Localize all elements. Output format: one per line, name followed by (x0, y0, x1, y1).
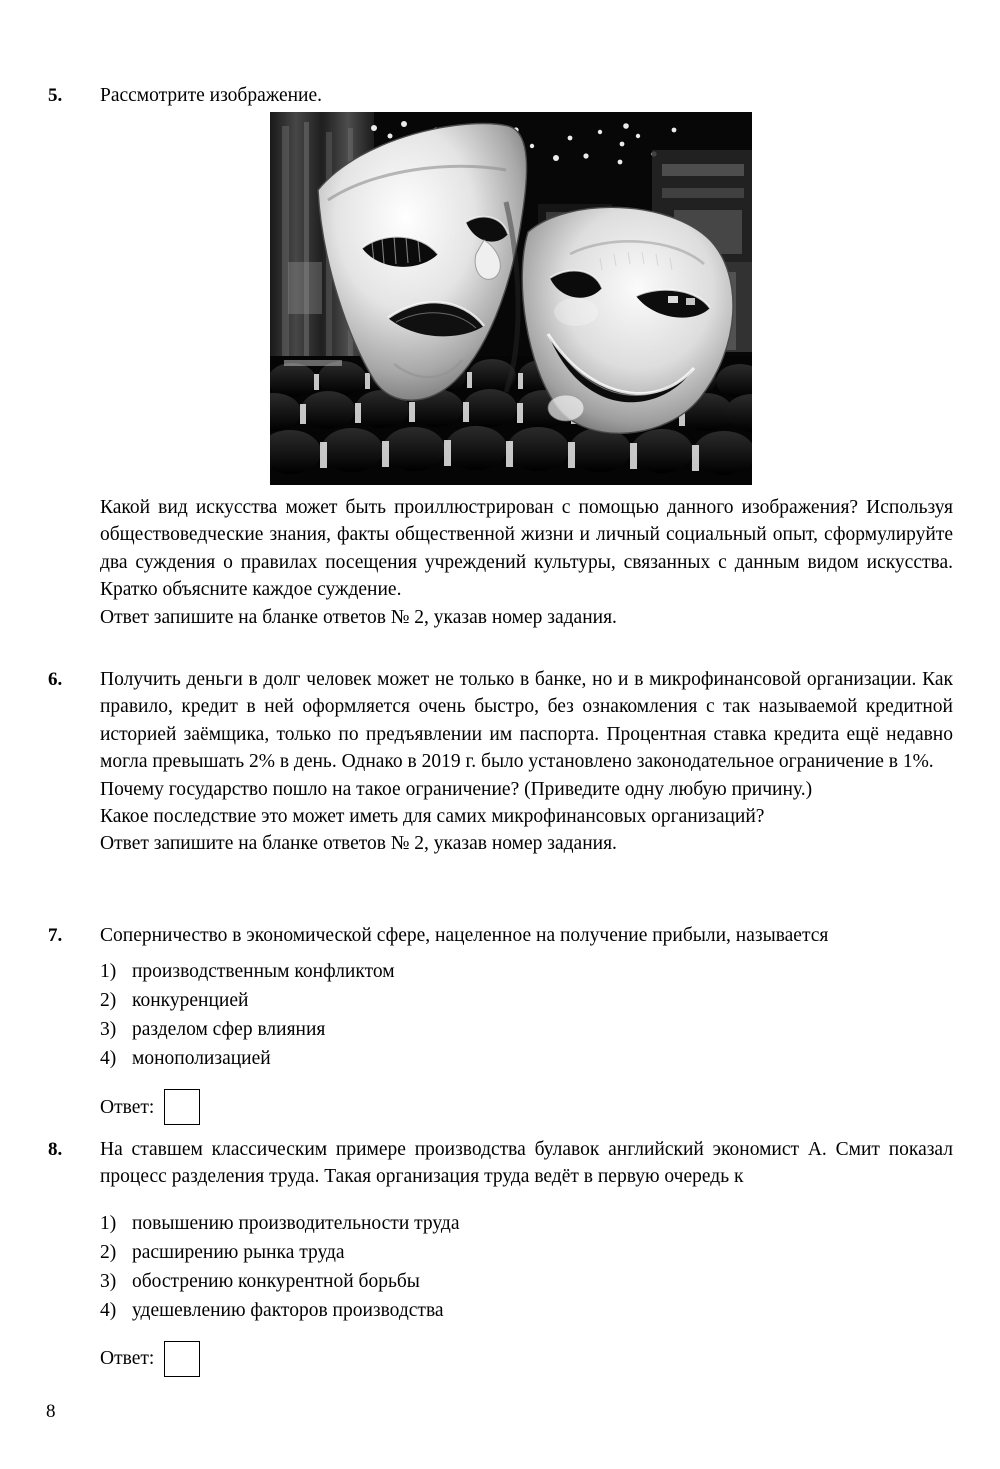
task-7-answer-box[interactable] (164, 1089, 200, 1125)
task-8 (0, 1136, 1000, 1377)
task-5-paragraph-2: Ответ запишите на бланке ответов № 2, указав номер задания. (100, 606, 617, 628)
task-7-option-4-marker: 4) (100, 1048, 117, 1070)
task-7-option-2-label: конкуренцией (132, 990, 249, 1012)
task-7-body (100, 922, 953, 1125)
task-7-option-2-marker: 2) (100, 990, 117, 1012)
task-6-number: 6. (48, 669, 63, 690)
theatre-masks-image (270, 112, 752, 485)
task-8-option-2-label: расширению рынка труда (132, 1241, 345, 1263)
task-8-stem: На ставшем классическим примере производства булавок английский экономист А. Смит показал процесс разделения труда. Такая организация труда ведёт в первую очередь к (100, 1139, 953, 1188)
task-7-option-4-label: монополизацией (132, 1048, 271, 1070)
task-6 (0, 666, 1000, 858)
task-8-option-2[interactable] (100, 1238, 953, 1267)
task-8-option-3-marker: 3) (100, 1270, 117, 1292)
task-6-paragraph-3: Какое последствие это может иметь для самих микрофинансовых организаций? (100, 806, 765, 828)
task-8-option-2-marker: 2) (100, 1241, 117, 1263)
task-7-answer-label: Ответ: (100, 1096, 155, 1118)
task-8-answer-label: Ответ: (100, 1348, 155, 1370)
task-8-options (100, 1209, 953, 1325)
task-5-number: 5. (48, 85, 63, 106)
task-7-stem: Соперничество в экономической сфере, нацеленное на получение прибыли, называется (100, 925, 829, 946)
task-5-paragraph-1: Какой вид искусства может быть проиллюстрирован с помощью данного изображения? Используя обществоведческие знания, факты общественной жизни и личный социальный опыт, сформулируйте два суждения о правилах посещения учреждений культуры, связанных с данным видом искусства. Кратко объясните каждое суждение. (100, 497, 953, 601)
task-6-paragraph-2: Почему государство пошло на такое ограничение? (Приведите одну любую причину.) (100, 778, 813, 800)
task-8-option-3-label: обострению конкурентной борьбы (132, 1270, 420, 1292)
task-5-questions (0, 494, 1000, 631)
task-8-option-1-marker: 1) (100, 1212, 117, 1234)
task-7-option-3-label: разделом сфер влияния (132, 1019, 326, 1041)
task-6-paragraph-4: Ответ запишите на бланке ответов № 2, указав номер задания. (100, 833, 617, 855)
task-8-body (100, 1136, 953, 1377)
task-8-option-4-label: удешевлению факторов производства (132, 1299, 444, 1321)
task-7-option-4[interactable] (100, 1044, 953, 1073)
task-8-option-4[interactable] (100, 1296, 953, 1325)
task-7-option-2[interactable] (100, 986, 953, 1015)
task-7-option-1-label: производственным конфликтом (132, 961, 395, 983)
task-5 (0, 82, 1000, 109)
task-7-answer-row (100, 1089, 953, 1125)
task-8-number: 8. (48, 1139, 63, 1160)
task-8-option-3[interactable] (100, 1267, 953, 1296)
task-7-option-1-marker: 1) (100, 961, 117, 983)
task-8-option-4-marker: 4) (100, 1299, 117, 1321)
task-6-paragraph-1: Получить деньги в долг человек может не только в банке, но и в микрофинансовой организации. Как правило, кредит в ней оформляется очень быстро, без ознакомления с так называемой кредитной историей заёмщика, только по предъявлении им паспорта. Процентная ставка кредита ещё недавно могла превышать 2% в день. Однако в 2019 г. было установлено законодательное ограничение в 1%. (100, 669, 953, 773)
task-5-prompt: Рассмотрите изображение. (100, 85, 323, 106)
task-5-body (100, 82, 953, 109)
task-8-answer-row (100, 1341, 953, 1377)
task-7-number: 7. (48, 925, 63, 946)
task-7-option-1[interactable] (100, 957, 953, 986)
task-8-option-1[interactable] (100, 1209, 953, 1238)
task-5-question-body (100, 494, 953, 631)
page-number: 8 (46, 1401, 56, 1422)
task-7 (0, 922, 1000, 1125)
task-7-options (100, 957, 953, 1073)
theatre-masks-illustration (270, 112, 752, 485)
task-8-option-1-label: повышению производительности труда (132, 1212, 460, 1234)
task-7-option-3[interactable] (100, 1015, 953, 1044)
task-7-option-3-marker: 3) (100, 1019, 117, 1041)
task-6-body (100, 666, 953, 858)
task-8-answer-box[interactable] (164, 1341, 200, 1377)
